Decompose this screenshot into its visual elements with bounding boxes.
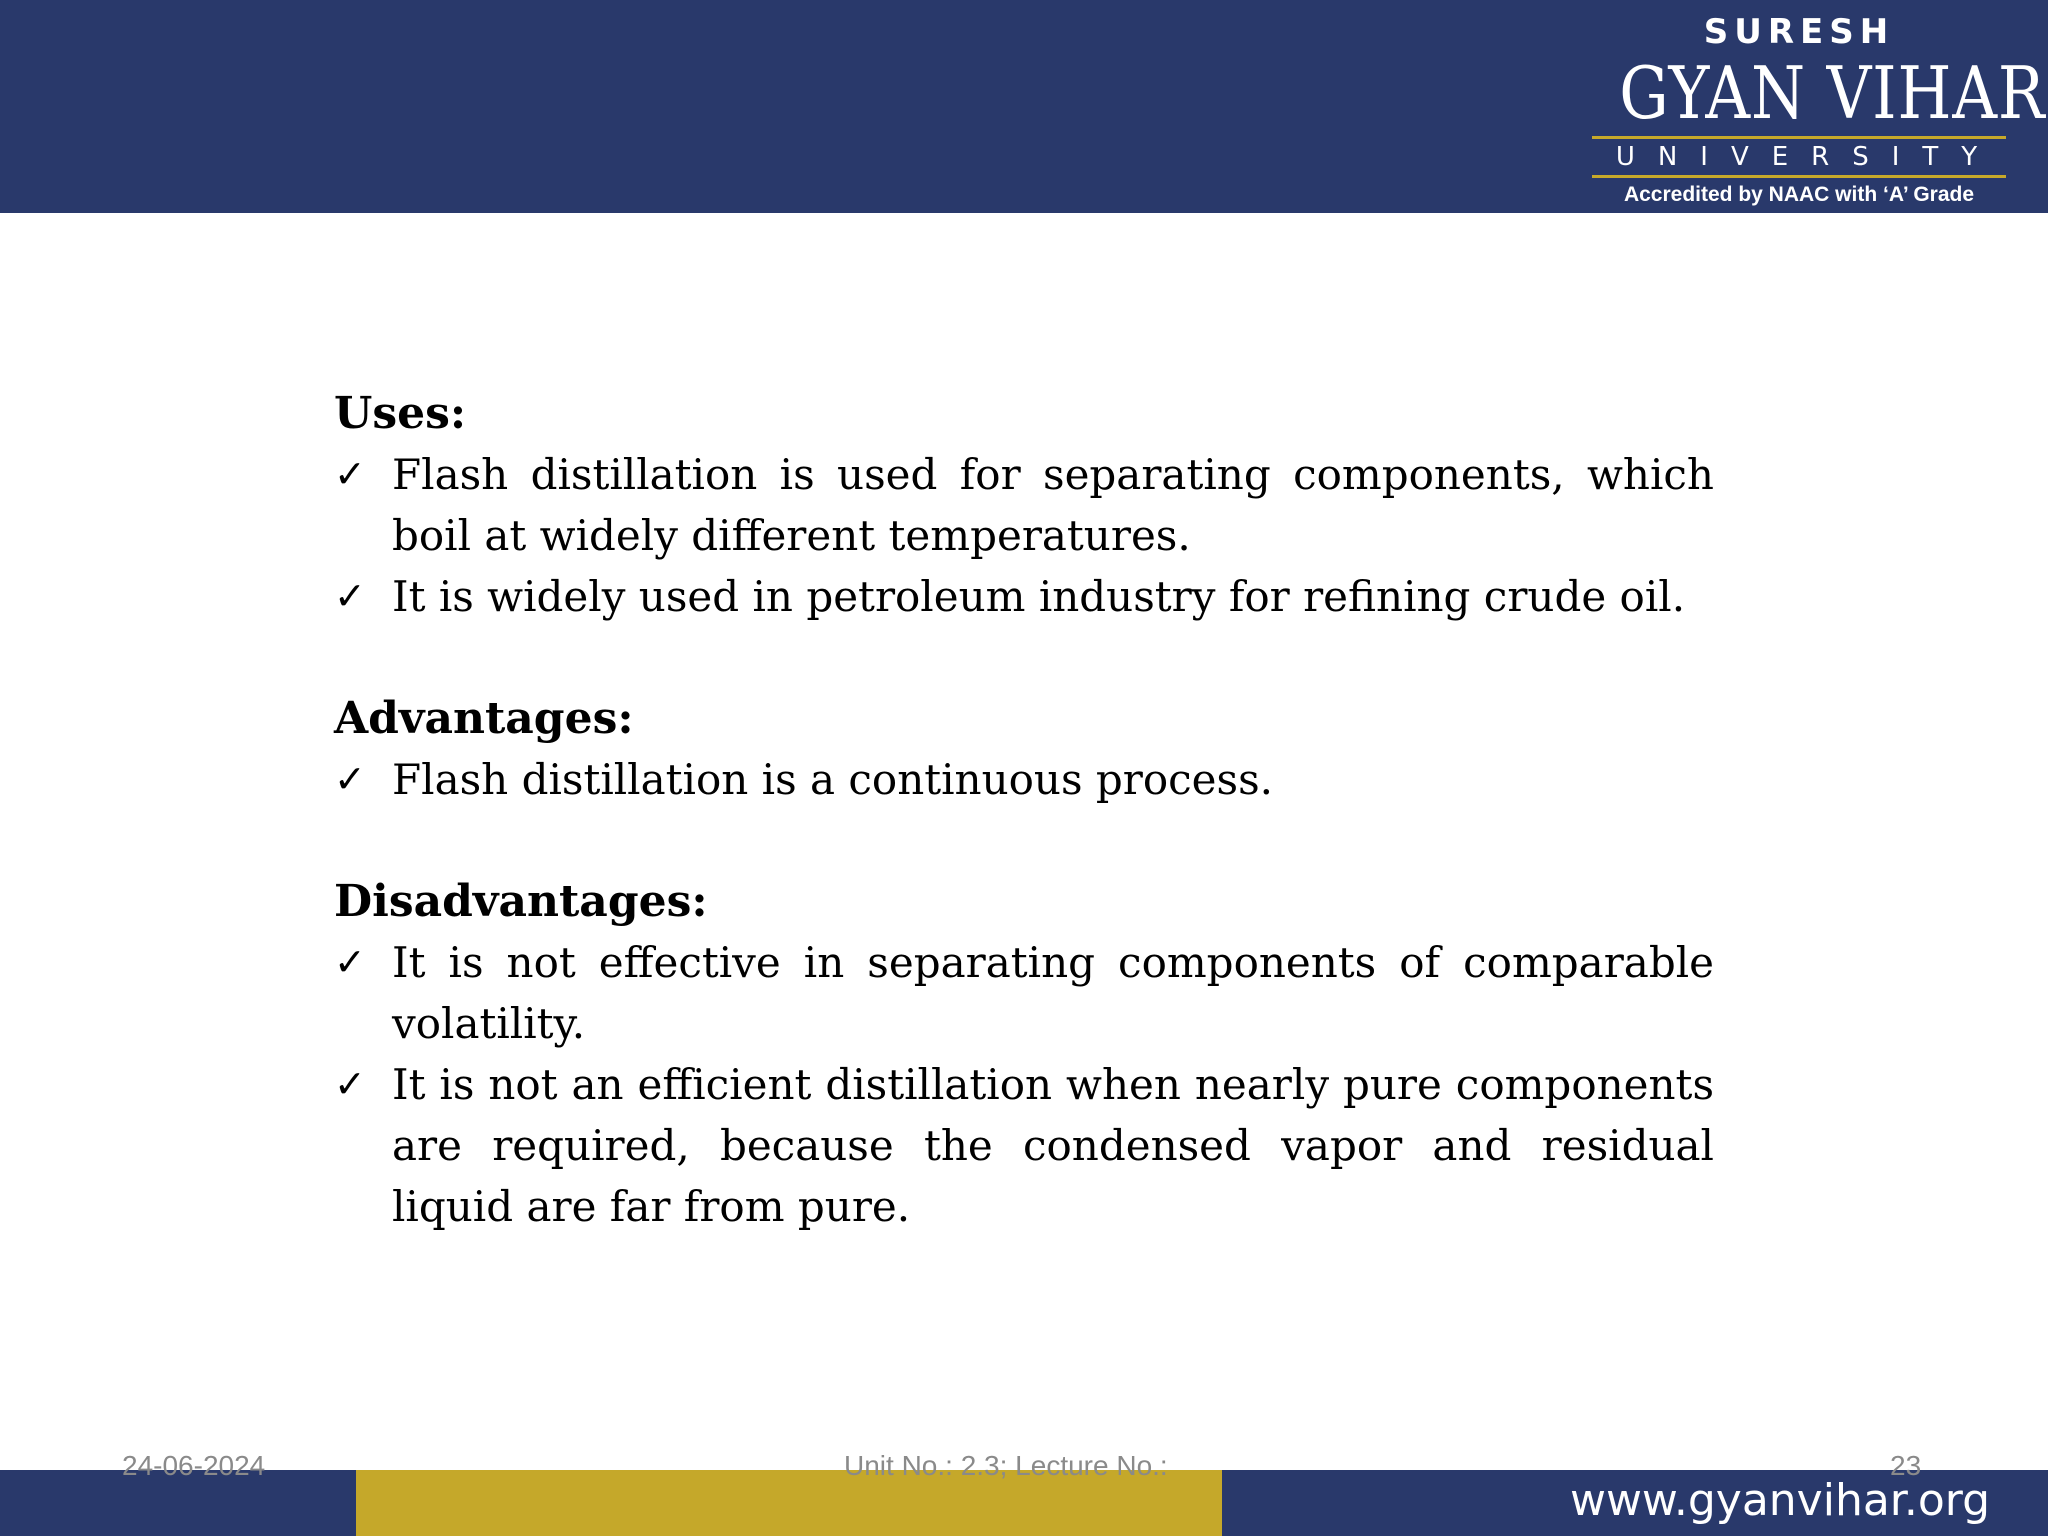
bullet-text: It is not effective in separating components of comparable volatility. (392, 938, 1714, 1048)
section-heading-disadvantages: Disadvantages: (334, 876, 708, 927)
section-heading-uses: Uses: (334, 388, 467, 439)
checkmark-icon: ✓ (334, 757, 366, 801)
spacer (334, 627, 1714, 688)
logo-rule-top (1592, 136, 2006, 139)
checkmark-icon: ✓ (334, 452, 366, 496)
university-logo (1590, 12, 2046, 207)
logo-main-line: GYAN VIHAR (1619, 51, 2046, 135)
logo-rule-bottom (1592, 175, 2006, 178)
section-heading-advantages: Advantages: (334, 693, 634, 744)
logo-university-line: UNIVERSITY (1615, 142, 2001, 172)
page-number: 23 (1890, 1450, 1922, 1481)
header-band (0, 0, 2048, 213)
bullet-text: It is widely used in petroleum industry for refining crude oil. (392, 572, 1686, 621)
bullet-text: It is not an efficient distillation when nearly pure components are required, because the condensed vapor and residual liquid are far from pure. (392, 1060, 1714, 1231)
checkmark-icon: ✓ (334, 1062, 366, 1106)
slide-content (334, 383, 1714, 1237)
list-item (334, 444, 1714, 566)
spacer (334, 810, 1714, 871)
footer-unit-lecture: Unit No.: 2.3; Lecture No.: (844, 1450, 1168, 1481)
checkmark-icon: ✓ (334, 940, 366, 984)
checkmark-icon: ✓ (334, 574, 366, 618)
logo-accreditation: Accredited by NAAC with ‘A’ Grade (1623, 183, 1975, 206)
bullet-text: Flash distillation is a continuous process. (392, 755, 1273, 804)
list-item (334, 749, 1714, 810)
bullet-text: Flash distillation is used for separating components, which boil at widely different temperatures. (392, 450, 1714, 560)
footer-url: www.gyanvihar.org (1569, 1475, 1990, 1526)
footer-date: 24-06-2024 (122, 1450, 266, 1481)
list-item (334, 566, 1714, 627)
logo-top-line: SURESH (1703, 12, 1895, 52)
list-item (334, 1054, 1714, 1237)
list-item (334, 932, 1714, 1054)
